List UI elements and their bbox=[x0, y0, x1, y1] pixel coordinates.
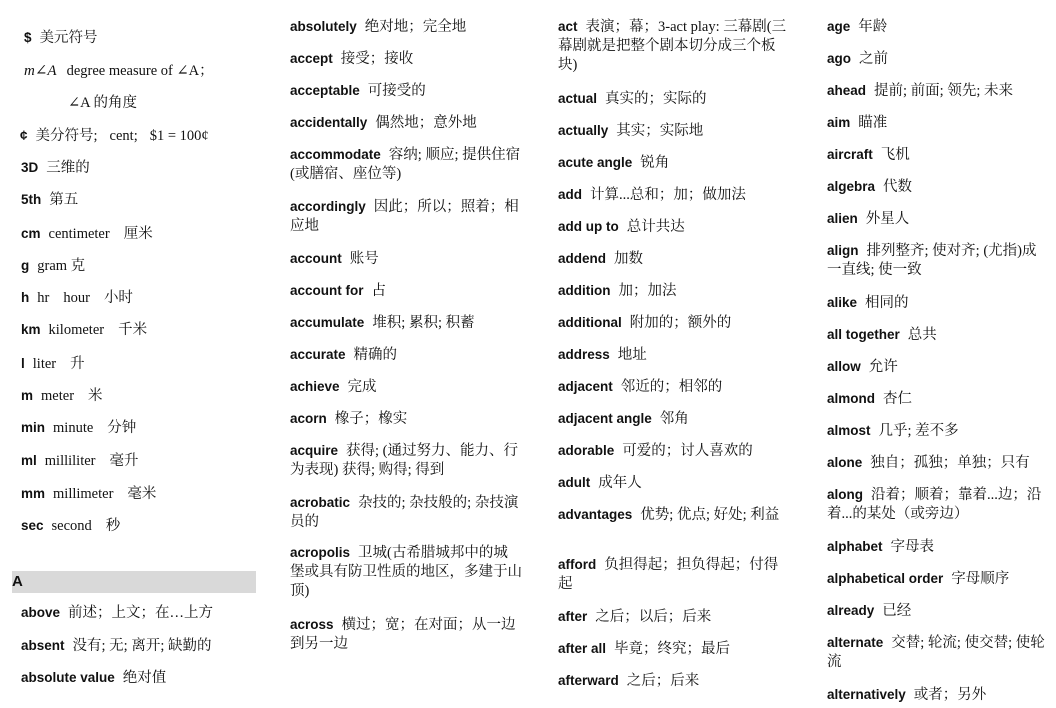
entry-term: after all bbox=[558, 641, 607, 656]
entry-definition: gram 克 bbox=[37, 258, 86, 274]
entry-definition: 计算...总和；加；做加法 bbox=[590, 187, 746, 203]
entry-term: min bbox=[21, 420, 46, 435]
entry-definition: 附加的；额外的 bbox=[629, 315, 732, 331]
entry-definition: 橡子；橡实 bbox=[334, 411, 408, 427]
section-letter: A bbox=[12, 573, 23, 590]
glossary-entry bbox=[290, 409, 522, 429]
entry-term: h bbox=[21, 290, 30, 305]
entry-term: acquire bbox=[290, 443, 339, 458]
entry-term: above bbox=[21, 605, 61, 620]
glossary-entry bbox=[827, 537, 1049, 557]
glossary-entry bbox=[12, 224, 256, 244]
entry-definition: 杂技的; 杂技般的; 杂技演员的 bbox=[290, 495, 519, 530]
entry-definition: 容纳; 顺应; 提供住宿(或膳宿、座位等) bbox=[290, 147, 521, 182]
entry-definition: liter bbox=[32, 356, 57, 372]
entry-term: adult bbox=[558, 475, 591, 490]
entry-term: actually bbox=[558, 123, 609, 138]
entry-definition: 卫城(古希腊城邦中的城堡或具有防卫性质的地区，多建于山顶) bbox=[290, 545, 522, 599]
entry-term: alphabet bbox=[827, 539, 883, 554]
glossary-entry bbox=[827, 453, 1049, 473]
entry-definition: 排列整齐; 使对齐; (尤指)成一直线; 使一致 bbox=[827, 243, 1037, 278]
glossary-entry bbox=[12, 636, 256, 656]
entry-definition: 占 bbox=[371, 283, 387, 299]
entry-definition: 负担得起；担负得起；付得起 bbox=[558, 557, 779, 592]
entry-definition: minute bbox=[53, 420, 94, 436]
glossary-entry bbox=[827, 209, 1049, 229]
entry-definition: meter bbox=[41, 388, 75, 404]
entry-definition: 独自；孤独；单独；只有 bbox=[870, 455, 1030, 471]
entry-definition: 字母顺序 bbox=[951, 571, 1010, 587]
entry-definition: kilometer bbox=[48, 322, 105, 338]
entry-term: alone bbox=[827, 455, 863, 470]
entry-definition: 接受；接收 bbox=[340, 51, 414, 67]
entry-definition: 可爱的；讨人喜欢的 bbox=[622, 443, 753, 459]
glossary-entry bbox=[558, 377, 790, 397]
entry-term: aircraft bbox=[827, 147, 873, 162]
entry-definition: 三维的 bbox=[46, 160, 90, 176]
entry-definition: 米 bbox=[88, 388, 103, 404]
symbol-entry bbox=[12, 94, 256, 113]
entry-term: m bbox=[21, 388, 34, 403]
entry-definition: 横过；宽；在对面；从一边到另一边 bbox=[290, 617, 516, 652]
entry-term: ahead bbox=[827, 83, 867, 98]
glossary-entry bbox=[290, 81, 522, 101]
entry-definition: 堆积; 累积; 积蓄 bbox=[372, 315, 475, 331]
entry-term: ml bbox=[21, 453, 37, 468]
glossary-entry bbox=[558, 153, 790, 173]
glossary-entry bbox=[290, 281, 522, 301]
glossary-entry bbox=[558, 441, 790, 461]
entry-definition: 其实；实际地 bbox=[616, 123, 704, 139]
glossary-entry bbox=[290, 145, 522, 184]
entry-definition: 字母表 bbox=[890, 539, 935, 555]
glossary-entry bbox=[290, 493, 522, 532]
entry-definition: 美元符号 bbox=[39, 30, 98, 46]
entry-term: act bbox=[558, 19, 578, 34]
entry-definition: 分钟 bbox=[107, 420, 137, 436]
glossary-entry bbox=[12, 418, 256, 438]
entry-term: absent bbox=[21, 638, 65, 653]
entry-term: all together bbox=[827, 327, 900, 342]
glossary-entry bbox=[290, 113, 522, 133]
entry-term: alternate bbox=[827, 635, 884, 650]
entry-definition: cent; bbox=[109, 128, 138, 144]
glossary-entry bbox=[290, 197, 522, 236]
entry-definition: 年龄 bbox=[858, 19, 888, 35]
entry-term: accommodate bbox=[290, 147, 381, 162]
entry-term: acropolis bbox=[290, 545, 351, 560]
symbol-entry bbox=[12, 126, 256, 146]
glossary-entry bbox=[827, 325, 1049, 345]
entry-term: after bbox=[558, 609, 588, 624]
entry-definition: 完成 bbox=[347, 379, 377, 395]
glossary-entry bbox=[558, 121, 790, 141]
glossary-entry bbox=[827, 241, 1049, 280]
glossary-entry bbox=[827, 177, 1049, 197]
glossary-entry bbox=[12, 603, 256, 623]
glossary-entry bbox=[12, 451, 256, 471]
entry-definition: 加数 bbox=[614, 251, 644, 267]
entry-definition: 邻近的；相邻的 bbox=[620, 379, 723, 395]
entry-definition: 毫升 bbox=[109, 453, 139, 469]
entry-term: add up to bbox=[558, 219, 619, 234]
entry-definition: 允许 bbox=[868, 359, 898, 375]
entry-term: afford bbox=[558, 557, 597, 572]
entry-definition: 之后；后来 bbox=[626, 673, 700, 689]
entry-term: mm bbox=[21, 486, 46, 501]
glossary-entry bbox=[290, 615, 522, 654]
glossary-entry bbox=[12, 256, 256, 276]
entry-term: accept bbox=[290, 51, 333, 66]
glossary-entry bbox=[558, 555, 790, 594]
glossary-entry bbox=[558, 473, 790, 493]
entry-definition: 总计共达 bbox=[626, 219, 685, 235]
entry-definition: hour bbox=[63, 290, 90, 306]
glossary-entry bbox=[558, 409, 790, 429]
entry-definition: 没有; 无; 离开; 缺勤的 bbox=[72, 638, 212, 654]
entry-term: addition bbox=[558, 283, 611, 298]
entry-definition: 毕竟；终究；最后 bbox=[614, 641, 731, 657]
entry-definition: 或者；另外 bbox=[913, 687, 987, 703]
entry-definition: millimeter bbox=[53, 486, 114, 502]
glossary-entry bbox=[558, 17, 790, 75]
entry-definition: 飞机 bbox=[880, 147, 910, 163]
entry-term: alike bbox=[827, 295, 858, 310]
entry-definition: degree measure of ∠A； bbox=[66, 63, 214, 79]
entry-definition: 前述；上文；在…上方 bbox=[68, 605, 214, 621]
entry-term: absolutely bbox=[290, 19, 357, 34]
entry-definition: 美分符号; bbox=[35, 128, 98, 144]
entry-term: ¢ bbox=[20, 128, 28, 143]
entry-term: account bbox=[290, 251, 342, 266]
entry-definition: 邻角 bbox=[659, 411, 689, 427]
glossary-entry bbox=[290, 441, 522, 480]
entry-definition: 几乎; 差不多 bbox=[878, 423, 959, 439]
glossary-entry bbox=[558, 345, 790, 365]
entry-term: adjacent bbox=[558, 379, 613, 394]
entry-definition: ∠A 的角度 bbox=[68, 95, 137, 111]
entry-term: l bbox=[21, 356, 25, 371]
entry-definition: 提前; 前面; 领先; 未来 bbox=[874, 83, 1013, 99]
entry-definition: 第五 bbox=[49, 192, 79, 208]
entry-definition: 锐角 bbox=[640, 155, 670, 171]
entry-definition: 已经 bbox=[882, 603, 912, 619]
glossary-entry bbox=[558, 185, 790, 205]
glossary-entry bbox=[827, 685, 1049, 705]
glossary-entry bbox=[827, 569, 1049, 589]
entry-definition: milliliter bbox=[44, 453, 96, 469]
glossary-entry bbox=[290, 313, 522, 333]
entry-term: cm bbox=[21, 226, 41, 241]
entry-term: accidentally bbox=[290, 115, 368, 130]
glossary-entry bbox=[12, 190, 256, 210]
entry-definition: second bbox=[51, 518, 92, 534]
entry-term: align bbox=[827, 243, 859, 258]
entry-definition: 升 bbox=[70, 356, 85, 372]
glossary-entry bbox=[827, 81, 1049, 101]
glossary-entry bbox=[290, 249, 522, 269]
glossary-entry bbox=[827, 49, 1049, 69]
entry-term: acceptable bbox=[290, 83, 360, 98]
entry-definition: 地址 bbox=[617, 347, 647, 363]
entry-term: alternatively bbox=[827, 687, 906, 702]
glossary-entry bbox=[290, 49, 522, 69]
entry-term: add bbox=[558, 187, 583, 202]
entry-definition: 千米 bbox=[118, 322, 148, 338]
glossary-entry bbox=[827, 145, 1049, 165]
entry-term: acorn bbox=[290, 411, 327, 426]
entry-definition: 沿着；顺着；靠着...边；沿着...的某处（或旁边） bbox=[827, 487, 1042, 522]
entry-definition: 总共 bbox=[907, 327, 937, 343]
glossary-entry bbox=[558, 313, 790, 333]
entry-definition: 交替; 轮流; 使交替; 使轮流 bbox=[827, 635, 1045, 670]
entry-definition: 加；加法 bbox=[618, 283, 677, 299]
entry-definition: 精确的 bbox=[353, 347, 398, 363]
entry-definition: 杏仁 bbox=[883, 391, 913, 407]
glossary-entry bbox=[827, 17, 1049, 37]
glossary-entry bbox=[12, 516, 256, 536]
entry-definition: hr bbox=[37, 290, 50, 306]
entry-definition: 表演；幕；3-act play: 三幕剧(三幕剧就是把整个剧本切分成三个板块) bbox=[558, 19, 787, 73]
entry-definition: 偶然地；意外地 bbox=[375, 115, 477, 131]
entry-term: along bbox=[827, 487, 863, 502]
glossary-entry bbox=[290, 377, 522, 397]
glossary-entry bbox=[558, 217, 790, 237]
glossary-entry bbox=[558, 639, 790, 659]
entry-term: algebra bbox=[827, 179, 876, 194]
entry-definition: 小时 bbox=[103, 290, 133, 306]
entry-term: across bbox=[290, 617, 334, 632]
glossary-entry bbox=[12, 354, 256, 374]
glossary-entry bbox=[12, 386, 256, 406]
entry-definition: 代数 bbox=[883, 179, 913, 195]
entry-term: actual bbox=[558, 91, 598, 106]
entry-term: alphabetical order bbox=[827, 571, 944, 586]
glossary-entry bbox=[827, 421, 1049, 441]
entry-definition: 绝对地；完全地 bbox=[364, 19, 467, 35]
glossary-entry bbox=[827, 485, 1049, 524]
entry-term: $ bbox=[24, 30, 32, 45]
glossary-entry bbox=[827, 633, 1049, 672]
entry-definition: 厘米 bbox=[123, 226, 153, 242]
glossary-entry bbox=[12, 320, 256, 340]
entry-definition: 之前 bbox=[859, 51, 889, 67]
entry-term: sec bbox=[21, 518, 44, 533]
glossary-entry bbox=[12, 668, 256, 688]
entry-term: absolute value bbox=[21, 670, 115, 685]
entry-definition: 因此；所以；照着；相应地 bbox=[290, 199, 519, 234]
entry-definition: 秒 bbox=[105, 518, 121, 534]
entry-term: afterward bbox=[558, 673, 619, 688]
entry-term: acrobatic bbox=[290, 495, 351, 510]
entry-definition: 获得; (通过努力、能力、行为表现) 获得; 购得; 得到 bbox=[290, 443, 519, 478]
entry-term: almond bbox=[827, 391, 876, 406]
entry-term: 5th bbox=[21, 192, 42, 207]
glossary-entry bbox=[558, 607, 790, 627]
entry-term: adorable bbox=[558, 443, 615, 458]
symbol-entry bbox=[12, 28, 256, 48]
entry-term: km bbox=[21, 322, 41, 337]
glossary-entry bbox=[827, 389, 1049, 409]
entry-definition: 外星人 bbox=[865, 211, 910, 227]
glossary-entry bbox=[12, 484, 256, 504]
entry-term: accordingly bbox=[290, 199, 366, 214]
glossary-entry bbox=[290, 543, 522, 601]
entry-term: 3D bbox=[21, 160, 39, 175]
entry-term: additional bbox=[558, 315, 622, 330]
entry-definition: 优势; 优点; 好处; 利益 bbox=[640, 507, 780, 523]
glossary-entry bbox=[827, 357, 1049, 377]
entry-definition: 相同的 bbox=[865, 295, 909, 311]
entry-term: almost bbox=[827, 423, 871, 438]
entry-term: account for bbox=[290, 283, 364, 298]
glossary-entry bbox=[290, 17, 522, 37]
entry-term: ago bbox=[827, 51, 852, 66]
entry-term: address bbox=[558, 347, 610, 362]
entry-definition: 之后；以后；后来 bbox=[595, 609, 712, 625]
entry-term: g bbox=[21, 258, 30, 273]
entry-term: acute angle bbox=[558, 155, 633, 170]
entry-definition: 账号 bbox=[349, 251, 379, 267]
entry-definition: centimeter bbox=[48, 226, 110, 242]
entry-definition: 瞄准 bbox=[858, 115, 888, 131]
entry-term: addend bbox=[558, 251, 607, 266]
entry-definition: 毫米 bbox=[127, 486, 157, 502]
glossary-entry bbox=[558, 249, 790, 269]
entry-definition: 绝对值 bbox=[122, 670, 167, 686]
entry-definition: 可接受的 bbox=[367, 83, 426, 99]
entry-term: accumulate bbox=[290, 315, 365, 330]
entry-term: aim bbox=[827, 115, 851, 130]
entry-term: advantages bbox=[558, 507, 633, 522]
glossary-entry bbox=[12, 158, 256, 178]
entry-term: allow bbox=[827, 359, 861, 374]
entry-definition: 真实的；实际的 bbox=[605, 91, 707, 107]
glossary-entry bbox=[827, 293, 1049, 313]
entry-definition: $1 = 100¢ bbox=[149, 128, 209, 144]
entry-definition: 成年人 bbox=[598, 475, 642, 491]
entry-term: achieve bbox=[290, 379, 340, 394]
glossary-entry bbox=[827, 601, 1049, 621]
entry-term: age bbox=[827, 19, 851, 34]
glossary-entry bbox=[290, 345, 522, 365]
entry-term: m∠A bbox=[24, 63, 57, 79]
glossary-entry bbox=[558, 505, 790, 525]
entry-term: alien bbox=[827, 211, 858, 226]
glossary-entry bbox=[558, 281, 790, 301]
entry-term: already bbox=[827, 603, 875, 618]
glossary-entry bbox=[827, 113, 1049, 133]
entry-term: accurate bbox=[290, 347, 346, 362]
glossary-entry bbox=[558, 89, 790, 109]
glossary-entry bbox=[558, 671, 790, 691]
symbol-entry bbox=[12, 62, 256, 81]
glossary-entry bbox=[12, 288, 256, 308]
section-header-a bbox=[12, 571, 256, 593]
entry-term: adjacent angle bbox=[558, 411, 652, 426]
